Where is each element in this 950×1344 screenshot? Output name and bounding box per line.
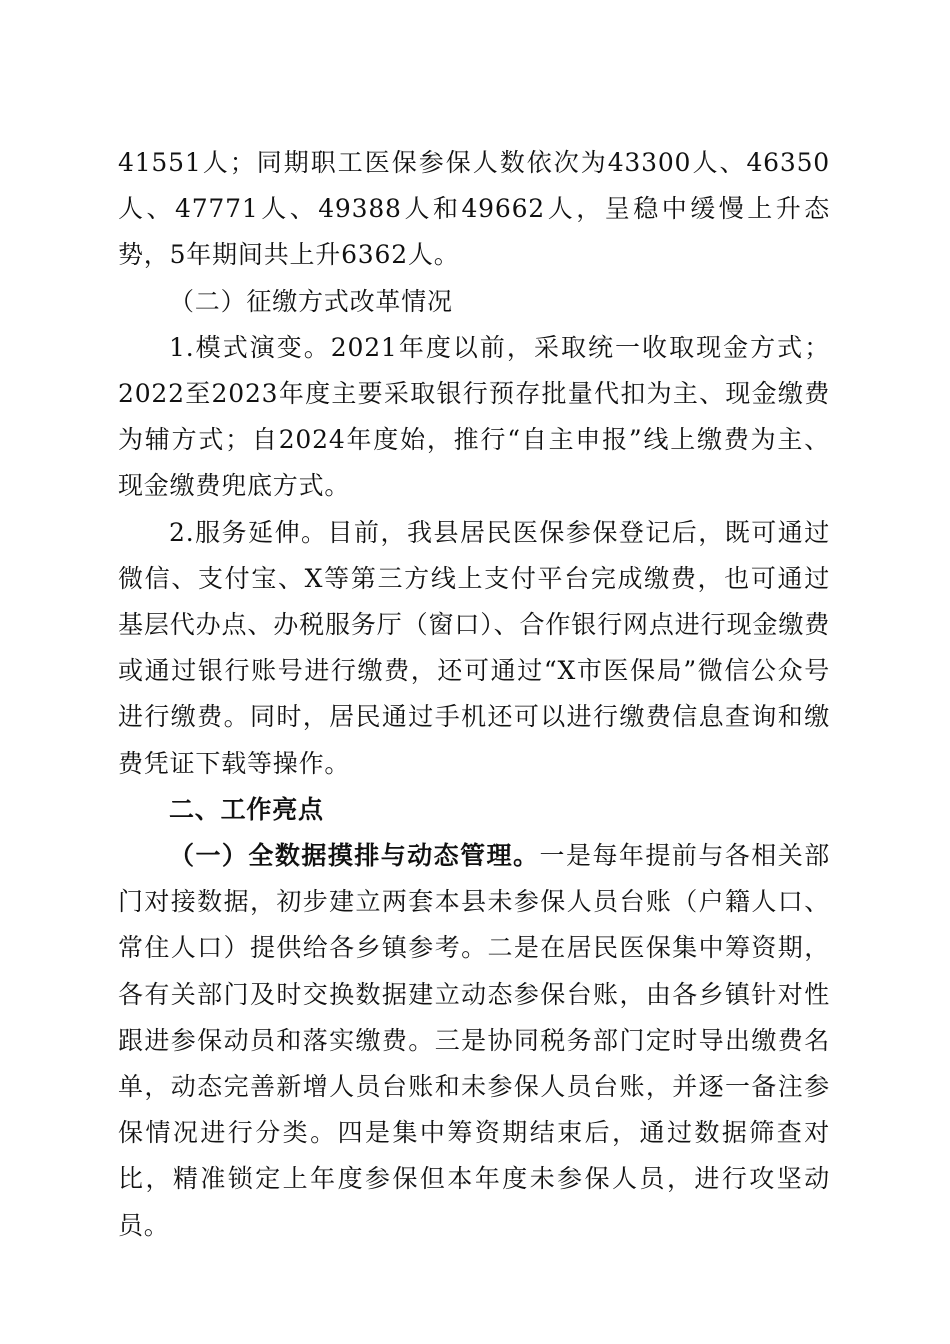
paragraph-body-text: 一是每年提前与各相关部门对接数据，初步建立两套本县未参保人员台账（户籍人口、常住人口）提供给各乡镇参考。二是在居民医保集中筹资期，各有关部门及时交换数据建立动态参保台账，由各乡镇针对性跟进参保动员和落实缴费。三是协同税务部门定时导出缴费名单，动态完善新增人员台账和未参保人员台账，并逐一备注参保情况进行分类。四是集中筹资期结束后，通过数据筛查对比，精准锁定上年度参保但本年度未参保人员，进行攻坚动员。 <box>118 841 830 1240</box>
document-page <box>118 140 830 1249</box>
paragraph-data-management <box>118 833 830 1249</box>
paragraph-service-extension: 2.服务延伸。目前，我县居民医保参保登记后，既可通过微信、支付宝、X等第三方线上支付平台完成缴费，也可通过基层代办点、办税服务厅（窗口）、合作银行网点进行现金缴费或通过银行账号进行缴费，还可通过“X市医保局”微信公众号进行缴费。同时，居民通过手机还可以进行缴费信息查询和缴费凭证下载等操作。 <box>118 517 830 778</box>
heading-work-highlights: 二、工作亮点 <box>169 794 324 824</box>
paragraph-enrollment-figures: 41551人；同期职工医保参保人数依次为43300人、46350人、47771人、49388人和49662人，呈稳中缓慢上升态势，5年期间共上升6362人。 <box>118 148 830 270</box>
paragraph-lead-title: （一）全数据摸排与动态管理。 <box>169 841 540 871</box>
subheading-collection-reform: （二）征缴方式改革情况 <box>169 286 453 316</box>
paragraph-mode-evolution: 1.模式演变。2021年度以前，采取统一收取现金方式；2022至2023年度主要采取银行预存批量代扣为主、现金缴费为辅方式；自2024年度始，推行“自主申报”线上缴费为主、现金缴费兜底方式。 <box>118 332 830 501</box>
